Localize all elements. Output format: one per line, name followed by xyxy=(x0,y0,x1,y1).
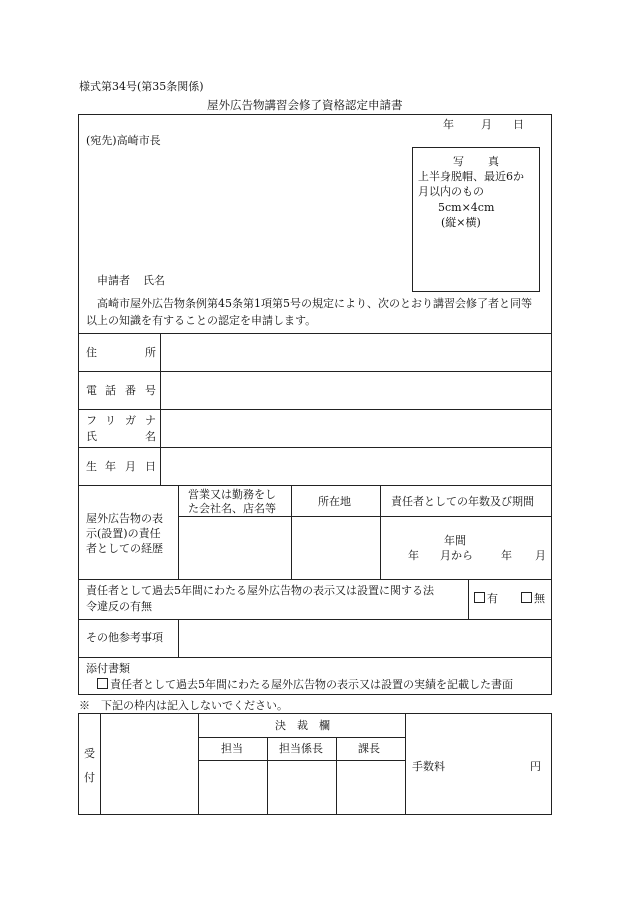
from-year: 年 xyxy=(408,549,419,562)
from-month: 月から xyxy=(440,549,473,562)
violation-line1: 責任者として過去5年間にわたる屋外広告物の表示又は設置に関する法 xyxy=(86,584,434,597)
col-tanto: 担当 xyxy=(221,742,243,755)
location-input[interactable] xyxy=(292,517,380,579)
date-year[interactable]: 年 xyxy=(443,118,454,131)
form-title: 屋外広告物講習会修了資格認定申請書 xyxy=(207,98,403,112)
phone-char-1: 電 xyxy=(86,384,97,397)
checkbox-icon xyxy=(97,678,108,689)
applicant-name-label: 氏名 xyxy=(143,274,165,287)
form-number: 様式第34号(第35条関係) xyxy=(79,80,204,93)
furigana-char-2: リ xyxy=(105,414,116,427)
fee-label: 手数料 xyxy=(412,760,445,773)
date-day[interactable]: 日 xyxy=(513,118,524,131)
applicant-label: 申請者 xyxy=(97,274,130,287)
years-label: 年間 xyxy=(444,534,466,547)
address-char-2: 所 xyxy=(145,346,156,359)
fee-unit: 円 xyxy=(530,760,541,773)
checkbox-icon xyxy=(521,592,532,603)
to-month: 月 xyxy=(535,549,546,562)
birth-char-1: 生 xyxy=(86,460,97,473)
col-location: 所在地 xyxy=(318,495,351,508)
checkbox-icon xyxy=(474,592,485,603)
name-input[interactable] xyxy=(161,410,551,447)
to-year: 年 xyxy=(501,549,512,562)
statement-line1: 高崎市屋外広告物条例第45条第1項第5号の規定により、次のとおり講習会修了者と同等 xyxy=(97,297,532,310)
reception-char-1: 受 xyxy=(84,747,95,760)
photo-orientation: (縦×横) xyxy=(441,216,481,229)
address-input[interactable] xyxy=(161,334,551,371)
furigana-char-1: フ xyxy=(86,414,97,427)
exp-label-line1: 屋外広告物の表 xyxy=(86,512,163,525)
phone-input[interactable] xyxy=(161,372,551,409)
exp-label-line2: 示(設置)の責任 xyxy=(86,527,161,540)
phone-char-2: 話 xyxy=(105,384,116,397)
birth-char-2: 年 xyxy=(105,460,116,473)
photo-title-2: 真 xyxy=(488,155,499,168)
violation-line2: 令違反の有無 xyxy=(86,600,152,613)
col-kakaricho: 担当係長 xyxy=(279,742,323,755)
birthdate-input[interactable] xyxy=(161,448,551,485)
col-years: 責任者としての年数及び期間 xyxy=(391,495,534,508)
company-input[interactable] xyxy=(179,517,291,579)
attachments-label: 添付書類 xyxy=(86,662,130,675)
photo-size: 5cm×4cm xyxy=(438,201,495,214)
violation-no-checkbox[interactable]: 無 xyxy=(521,592,545,605)
name-char-2: 名 xyxy=(145,430,156,443)
furigana-char-4: ナ xyxy=(145,414,156,427)
other-notes-input[interactable] xyxy=(179,620,551,657)
decision-label: 決 裁 欄 xyxy=(275,719,330,732)
birth-char-4: 日 xyxy=(145,460,156,473)
addressee: (宛先)高崎市長 xyxy=(86,134,161,147)
col-company-line2: た会社名、店名等 xyxy=(188,502,276,515)
other-notes-label: その他参考事項 xyxy=(86,631,163,644)
furigana-char-3: ガ xyxy=(125,414,136,427)
name-char-1: 氏 xyxy=(86,430,97,443)
address-char-1: 住 xyxy=(86,346,97,359)
date-month[interactable]: 月 xyxy=(481,118,492,131)
attachment-checkbox[interactable]: 責任者として過去5年間にわたる屋外広告物の表示又は設置の実績を記載した書面 xyxy=(97,678,513,691)
photo-title-1: 写 xyxy=(453,155,464,168)
col-kacho: 課長 xyxy=(358,742,380,755)
violation-yes-checkbox[interactable]: 有 xyxy=(474,592,498,605)
office-note: ※ 下記の枠内は記入しないでください。 xyxy=(79,699,288,712)
phone-char-3: 番 xyxy=(125,384,136,397)
photo-line2: 月以内のもの xyxy=(418,185,484,198)
exp-label-line3: 者としての経歴 xyxy=(86,542,163,555)
phone-char-4: 号 xyxy=(145,384,156,397)
photo-line1: 上半身脱帽、最近6か xyxy=(418,170,524,183)
col-company-line1: 営業又は勤務をし xyxy=(188,488,276,501)
birth-char-3: 月 xyxy=(125,460,136,473)
reception-char-2: 付 xyxy=(84,771,95,784)
statement-line2: 以上の知識を有することの認定を申請します。 xyxy=(86,314,317,327)
